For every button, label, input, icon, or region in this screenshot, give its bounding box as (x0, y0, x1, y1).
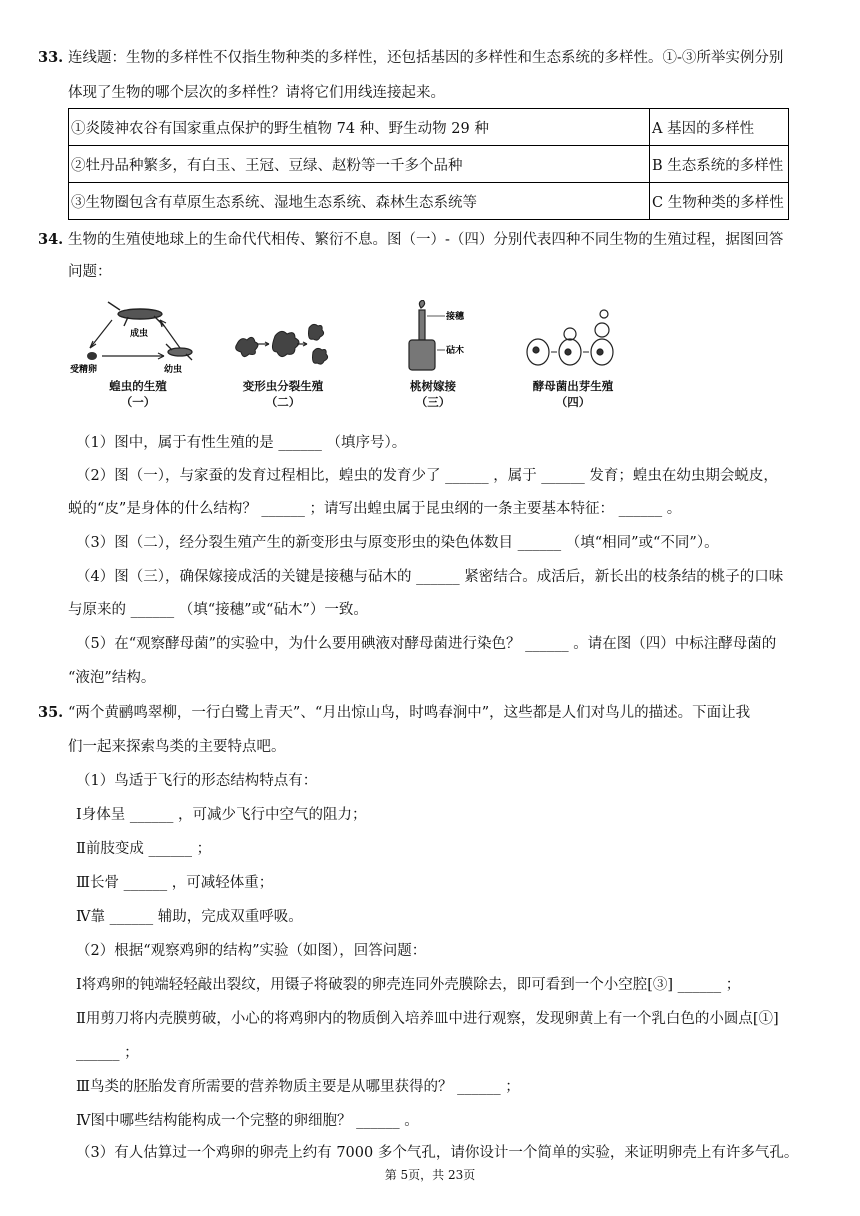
figure-number: （二） (265, 395, 301, 409)
q34-sub2-line2: 蜕的“皮”是身体的什么结构？ ______ ；请写出蝗虫属于昆虫纲的一条主要基本特征： ______ 。 (68, 501, 682, 517)
figure-number: （三） (415, 395, 451, 409)
figure-amoeba-fission (223, 300, 343, 410)
figure-caption: 桃树嫁接 (410, 379, 456, 393)
q33-stem-line1: 连线题：生物的多样性不仅指生物种类的多样性，还包括基因的多样性和生态系统的多样性。①-③所举实例分别 (68, 50, 784, 66)
q34-sub4-line1: （4）图（三），确保嫁接成活的关键是接穗与砧木的 ______ 紧密结合。成活后，新长出的枝条结的桃子的口味 (76, 569, 784, 585)
figure-caption: 蝗虫的生殖 (109, 379, 167, 393)
figure-locust-reproduction (68, 300, 208, 410)
figure-caption: 酵母菌出芽生殖 (532, 379, 614, 393)
q35-part1-item2: Ⅱ前肢变成 ______ ； (76, 841, 212, 857)
reproduction-figures (68, 300, 628, 418)
label-adult: 成虫 (130, 329, 149, 339)
q34-stem-line1: 生物的生殖使地球上的生命代代相传、繁衍不息。图（一）-（四）分别代表四种不同生物的生殖过程，据图回答 (68, 232, 784, 248)
amoeba-fission-illustration (223, 300, 343, 378)
q35-part3: （3）有人估算过一个鸡卵的卵壳上约有 7000 多个气孔，请你设计一个简单的实验，来证明卵壳上有许多气孔。 (76, 1145, 799, 1161)
question-number-35: 35. (38, 704, 64, 721)
question-number-33: 33. (38, 49, 64, 66)
matching-table (68, 108, 789, 220)
q35-part1-item4: Ⅳ靠 ______ 辅助，完成双重呼吸。 (76, 909, 303, 925)
figure-yeast-budding (518, 300, 628, 410)
label-nymph: 幼虫 (164, 365, 183, 375)
level-cell: B 生态系统的多样性 (650, 146, 789, 183)
level-cell: C 生物种类的多样性 (650, 183, 789, 220)
level-cell: A 基因的多样性 (650, 109, 789, 146)
example-cell: ②牡丹品种繁多，有白玉、王冠、豆绿、赵粉等一千多个品种 (69, 146, 650, 183)
q34-sub4-line2: 与原来的 ______ （填“接穗”或“砧木”）一致。 (68, 602, 368, 618)
question-number-34: 34. (38, 231, 64, 248)
q35-part2-item1: Ⅰ将鸡卵的钝端轻轻敲出裂纹，用镊子将破裂的卵壳连同外壳膜除去，即可看到一个小空腔[③] ______ ； (76, 977, 741, 993)
table-row (69, 183, 789, 220)
q34-sub3: （3）图（二），经分裂生殖产生的新变形虫与原变形虫的染色体数目 ______ （填“相同”或“不同”）。 (76, 535, 719, 551)
q35-part1-item3: Ⅲ长骨 ______ ，可减轻体重； (76, 875, 274, 891)
table-row (69, 109, 789, 146)
label-fertilized-egg: 受精卵 (70, 365, 98, 375)
q35-part2: （2）根据“观察鸡卵的结构”实验（如图），回答问题： (76, 943, 427, 959)
figure-caption: 变形虫分裂生殖 (242, 379, 324, 393)
figure-peach-grafting (383, 300, 483, 410)
example-cell: ①炎陵神农谷有国家重点保护的野生植物 74 种、野生动物 29 种 (69, 109, 650, 146)
yeast-budding-illustration (518, 300, 628, 378)
q35-part2-item3: Ⅲ鸟类的胚胎发育所需要的营养物质主要是从哪里获得的？ ______ ； (76, 1079, 520, 1095)
q35-stem-line1: “两个黄鹂鸣翠柳，一行白鹭上青天”、“月出惊山鸟，时鸣春涧中”，这些都是人们对鸟儿的描述。下面让我 (68, 705, 751, 721)
q33-stem-line2: 体现了生物的哪个层次的多样性？请将它们用线连接起来。 (68, 85, 445, 101)
example-cell: ③生物圈包含有草原生态系统、湿地生态系统、森林生态系统等 (69, 183, 650, 220)
figure-number: （一） (120, 395, 156, 409)
figure-number: （四） (555, 395, 591, 409)
table-row (69, 146, 789, 183)
grafting-illustration (383, 300, 483, 378)
q34-sub5-line1: （5）在“观察酵母菌”的实验中，为什么要用碘液对酵母菌进行染色？ ______ 。请在图（四）中标注酵母菌的 (76, 636, 777, 652)
q35-part1-item1: Ⅰ身体呈 ______ ，可减少飞行中空气的阻力； (76, 807, 367, 823)
q35-part2-item2-line2: ______ ； (76, 1045, 139, 1061)
q35-part1: （1）鸟适于飞行的形态结构特点有： (76, 773, 318, 789)
q34-stem-line2: 问题： (68, 264, 112, 280)
q34-sub1: （1）图中，属于有性生殖的是 ______ （填序号）。 (76, 435, 407, 451)
q35-stem-line2: 们一起来探索鸟类的主要特点吧。 (68, 739, 286, 755)
q35-part2-item2-line1: Ⅱ用剪刀将内壳膜剪破，小心的将鸡卵内的物质倒入培养皿中进行观察，发现卵黄上有一个乳白色的小圆点[①] (76, 1011, 779, 1027)
locust-lifecycle-illustration (68, 300, 208, 378)
q34-sub2-line1: （2）图（一），与家蚕的发育过程相比，蝗虫的发育少了 ______ ，属于 ______ 发育；蝗虫在幼虫期会蜕皮， (76, 468, 778, 484)
label-rootstock: 砧木 (446, 346, 465, 356)
label-scion: 接穗 (446, 312, 465, 322)
q34-sub5-line2: “液泡”结构。 (68, 670, 156, 686)
page-footer: 第 5页，共 23页 (384, 1168, 476, 1182)
q35-part2-item4: Ⅳ图中哪些结构能构成一个完整的卵细胞？ ______ 。 (76, 1113, 419, 1129)
